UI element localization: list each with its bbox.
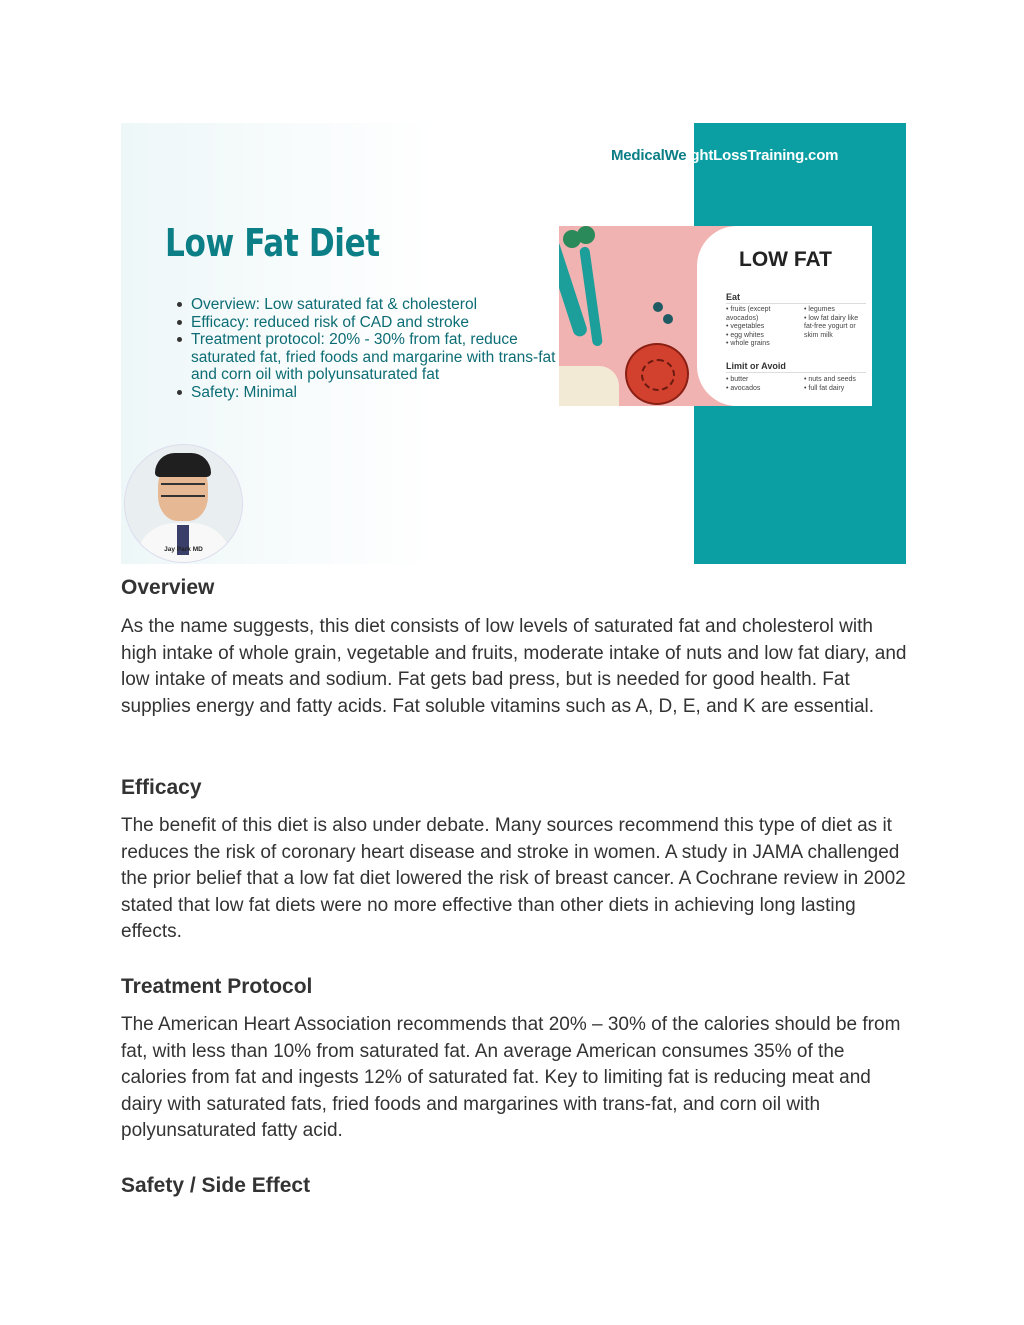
card-limit-col2: • nuts and seeds • full fat dairy <box>804 376 856 392</box>
section-body-treatment-protocol: The American Heart Association recommends that 20% – 30% of the calories should be from fat, with less than 10% from saturated fat. An average American consumes 35% of the calories from fat and ingests 12% of saturated fat. Key to limiting fat is reducing meat and dairy with saturated fats, fried foods and margarines with trans-fat, and corn oil with polyunsaturated fatty acid. <box>121 1014 901 1142</box>
bowl-illustration <box>559 366 619 406</box>
bean-illustration <box>663 314 673 324</box>
broccoli-illustration <box>577 226 595 244</box>
avatar-glasses <box>161 483 205 497</box>
banner-bullet: Overview: Low saturated fat & cholesterol <box>191 296 571 314</box>
section-heading-overview: Overview <box>121 576 215 599</box>
card-divider <box>726 372 866 373</box>
section-body-overview: As the name suggests, this diet consists of low levels of saturated fat and cholesterol with high intake of whole grain, vegetable and fruits, moderate intake of nuts and low fat diary, and low intake of meats and sodium. Fat gets bad press, but is needed for good health. Fat supplies energy and fatty acids. Fat soluble vitamins such as A, D, E, and K are essential. <box>121 616 907 717</box>
banner-bullet: Efficacy: reduced risk of CAD and stroke <box>191 314 571 332</box>
section-body-efficacy: The benefit of this diet is also under debate. Many sources recommend this type of diet as it reduces the risk of coronary heart disease and stroke in women. A study in JAMA challenged the prior belief that a low fat diet lowered the risk of breast cancer. A Cochrane review in 2002 stated that low fat diets were no more effective than other diets in achieving long lasting effects. <box>121 815 906 943</box>
avatar-caption: Jay Park MD <box>164 546 203 553</box>
banner-image <box>121 123 906 564</box>
banner-title: Low Fat Diet <box>165 221 380 265</box>
section-heading-safety: Safety / Side Effect <box>121 1174 311 1197</box>
card-limit-label: Limit or Avoid <box>726 361 786 371</box>
section-heading-efficacy: Efficacy <box>121 776 202 799</box>
card-eat-label: Eat <box>726 292 741 302</box>
low-fat-card <box>559 226 872 406</box>
banner-bullet: Safety: Minimal <box>191 384 571 402</box>
card-eat-col1: • fruits (except avocados) • vegetables • egg whites • whole grains <box>726 306 771 347</box>
site-name: MedicalWeightLossTraining.com <box>611 147 839 164</box>
section-heading-treatment-protocol: Treatment Protocol <box>121 975 313 998</box>
avatar <box>124 444 243 563</box>
card-heading: LOW FAT <box>739 248 832 271</box>
card-eat-col2: • legumes • low fat dairy like fat-free yogurt or skim milk <box>804 306 859 339</box>
banner-bullet: Treatment protocol: 20% - 30% from fat, reduce saturated fat, fried foods and margarine with trans-fat and corn oil with polyunsaturated fat <box>191 331 571 384</box>
card-limit-col1: • butter • avocados <box>726 376 761 392</box>
banner-bullets <box>175 296 571 401</box>
card-divider <box>726 303 866 304</box>
tomato-illustration <box>625 343 689 405</box>
avatar-hair <box>155 453 211 477</box>
bean-illustration <box>653 302 663 312</box>
